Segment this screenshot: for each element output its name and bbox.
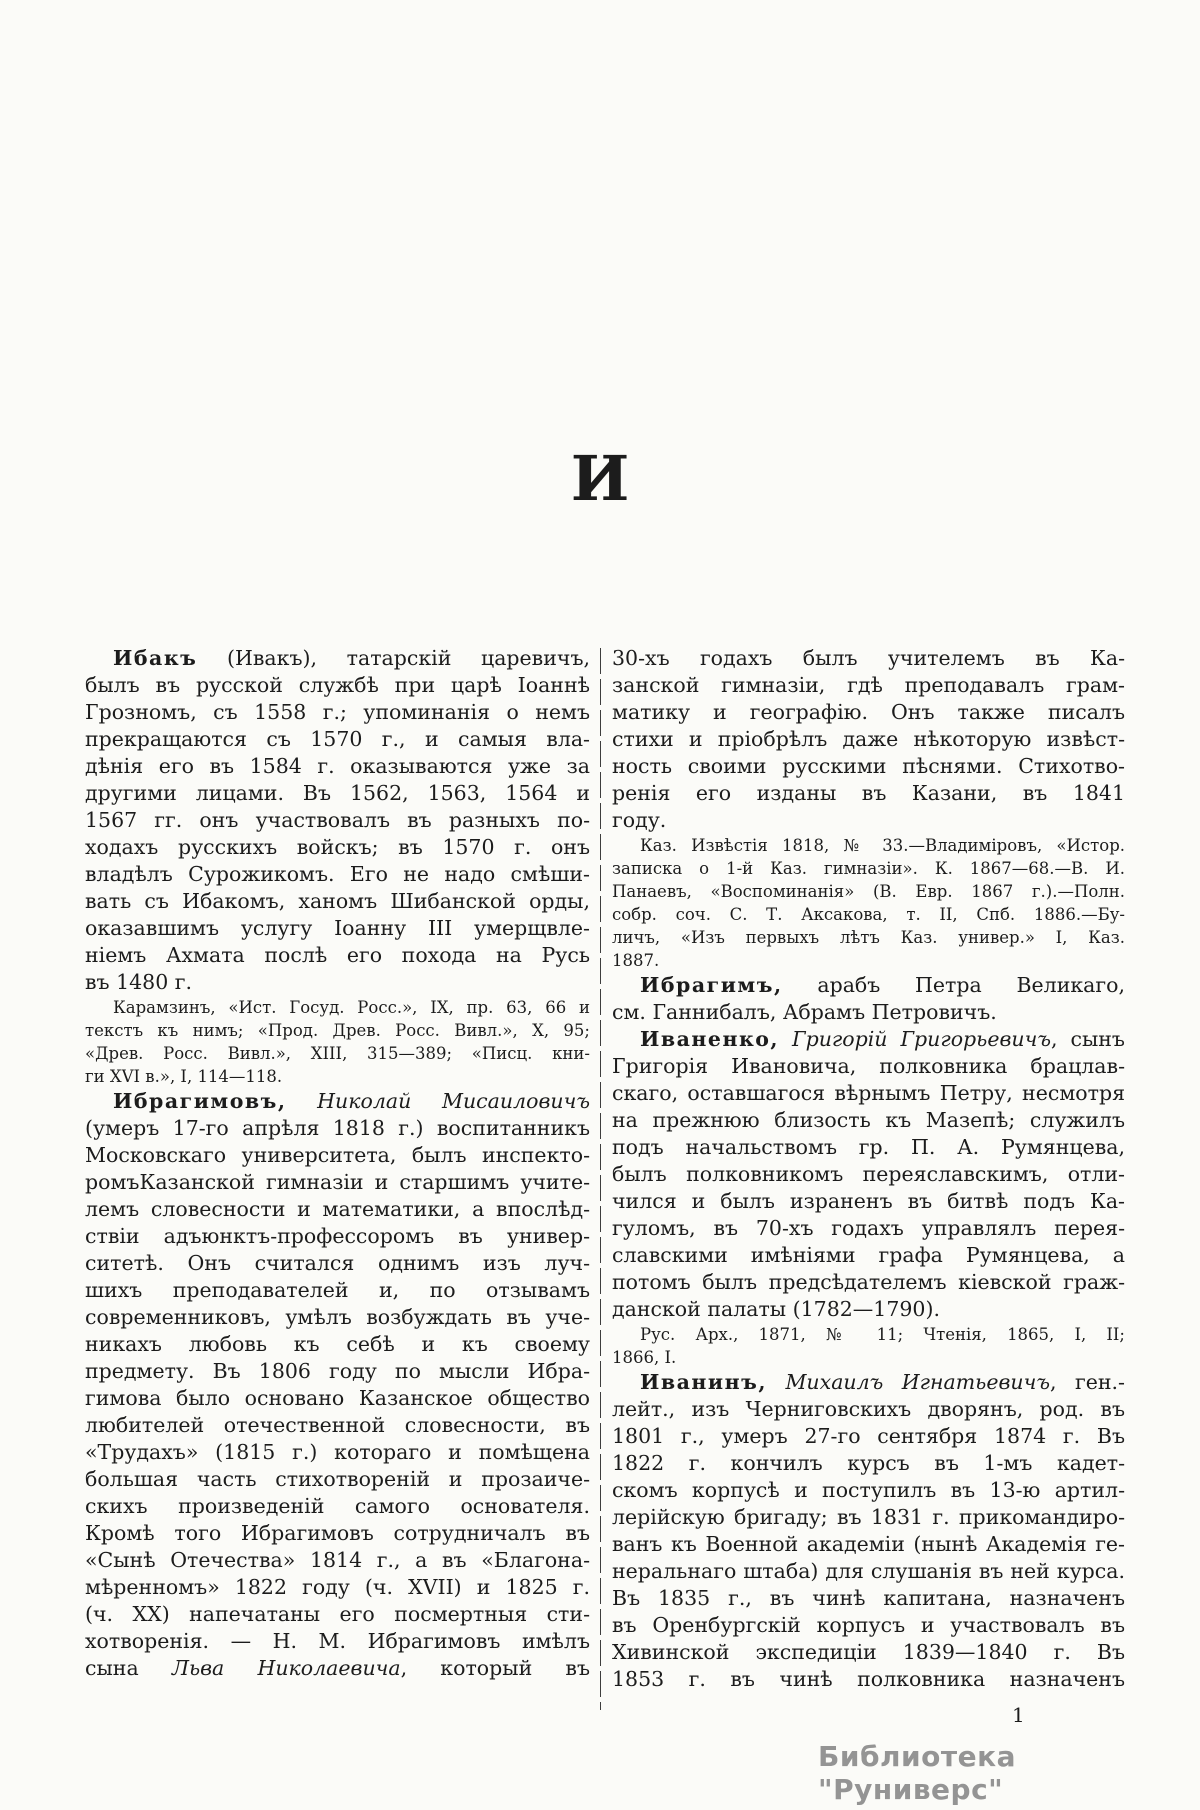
text-line (85, 672, 590, 699)
text-line (85, 1142, 590, 1169)
text-run: Каз. Извѣстія 1818, № 33.—Владиміровъ, «Истор. (640, 836, 1125, 855)
text-line (612, 1558, 1125, 1585)
text-line (85, 1065, 590, 1088)
text-line (612, 1504, 1125, 1531)
text-line (612, 1242, 1125, 1269)
text-run: ванъ къ Военной академіи (нынѣ Академія ге- (612, 1532, 1125, 1556)
entry-headword: Иваненко, (640, 1027, 780, 1051)
text-line (612, 972, 1125, 999)
text-run (779, 1027, 792, 1051)
text-run: подъ начальствомъ гр. П. А. Румянцева, (612, 1135, 1125, 1159)
text-run: чился и былъ израненъ въ битвѣ подъ Ка- (612, 1189, 1125, 1213)
text-line (612, 672, 1125, 699)
text-line (85, 915, 590, 942)
library-watermark: Библиотека "Руниверс" (818, 1740, 1016, 1806)
text-line (612, 1585, 1125, 1612)
text-run: современниковъ, умѣлъ возбуждать въ уче- (85, 1305, 590, 1329)
text-run: , сынъ (1051, 1027, 1125, 1051)
text-line (612, 1296, 1125, 1323)
text-line (85, 942, 590, 969)
text-line (612, 1666, 1125, 1693)
text-line (85, 1331, 590, 1358)
text-line (612, 1639, 1125, 1666)
text-line (612, 1323, 1125, 1346)
text-run: ніемъ Ахмата послѣ его похода на Русь (85, 943, 590, 967)
text-run: ситетѣ. Онъ считался однимъ изъ луч- (85, 1251, 590, 1275)
text-run: мѣренномъ» 1822 году (ч. XVII) и 1825 г. (85, 1575, 590, 1599)
text-line (612, 857, 1125, 880)
text-line (85, 645, 590, 672)
entry-ivanin (612, 1369, 1125, 1693)
bibliography-ivanenko (612, 1323, 1125, 1369)
entry-ibragimov-continuation (612, 645, 1125, 834)
entry-headword: Ибрагимовъ, (113, 1089, 287, 1113)
text-run: на прежнюю близость къ Мазепѣ; служилъ (612, 1108, 1125, 1132)
text-run: стихи и пріобрѣлъ даже нѣкоторую извѣст- (612, 727, 1125, 751)
text-run: потомъ былъ предсѣдателемъ кіевской граж- (612, 1270, 1125, 1294)
bibliography-ibak (85, 996, 590, 1088)
text-run: Рус. Арх., 1871, № 11; Чтенія, 1865, I, II; (640, 1325, 1125, 1344)
text-run: «Сынѣ Отечества» 1814 г., а въ «Благона- (85, 1548, 590, 1572)
text-run: неральнаго штаба) для слушанія въ ней курса. (612, 1559, 1125, 1583)
text-line (612, 903, 1125, 926)
text-line (612, 753, 1125, 780)
text-run: Кромѣ того Ибрагимовъ сотрудничалъ въ (85, 1521, 590, 1545)
person-name-italic: Григорій Григорьевичъ (792, 1027, 1052, 1051)
text-run: ромъКазанской гимназіи и старшимъ учите- (85, 1170, 590, 1194)
text-run: Въ 1835 г., въ чинѣ капитана, назначенъ (612, 1586, 1125, 1610)
text-run: хотворенія. — Н. М. Ибрагимовъ имѣлъ (85, 1629, 590, 1653)
text-run: арабъ Петра Великаго, (782, 973, 1125, 997)
text-line (85, 726, 590, 753)
text-run: любителей отечественной словесности, въ (85, 1413, 590, 1437)
text-run: Панаевъ, «Воспоминанія» (В. Евр. 1867 г.).—Полн. (612, 882, 1125, 901)
text-line (612, 1346, 1125, 1369)
text-run: вать съ Ибакомъ, ханомъ Шибанской орды, (85, 889, 590, 913)
text-run: ренія его изданы въ Казани, въ 1841 (612, 781, 1125, 805)
text-line (612, 1423, 1125, 1450)
text-run: занской гимназіи, гдѣ преподавалъ грам- (612, 673, 1125, 697)
text-line (85, 1574, 590, 1601)
text-line (85, 1088, 590, 1115)
column-divider-rule (600, 648, 601, 1710)
text-run: «Древ. Росс. Вивл.», XIII, 315—389; «Писц. кни- (85, 1044, 590, 1063)
text-line (85, 1547, 590, 1574)
text-run: сына (85, 1656, 172, 1680)
text-run: Московскаго университета, былъ инспекто- (85, 1143, 590, 1167)
text-line (612, 834, 1125, 857)
person-name-italic: Николай Мисаиловичъ (317, 1089, 590, 1113)
text-line (85, 1520, 590, 1547)
text-line (612, 1053, 1125, 1080)
text-line (612, 1107, 1125, 1134)
text-line (85, 888, 590, 915)
entry-headword: Иванинъ, (640, 1370, 767, 1394)
text-run: большая часть стихотвореній и прозаиче- (85, 1467, 590, 1491)
text-line (612, 1369, 1125, 1396)
text-run: предмету. Въ 1806 году по мысли Ибра- (85, 1359, 590, 1383)
person-name-italic: Льва Николаевича (171, 1656, 401, 1680)
text-run: (Ивакъ), татарскій царевичъ, (197, 646, 590, 670)
text-line (85, 1655, 590, 1682)
text-line (612, 645, 1125, 672)
text-line (85, 996, 590, 1019)
text-run: скаго, оставшагося вѣрнымъ Петру, несмотря (612, 1081, 1125, 1105)
text-line (612, 1531, 1125, 1558)
text-run: лемъ словесности и математики, а впослѣд- (85, 1197, 590, 1221)
entry-headword: Ибакъ (113, 646, 198, 670)
section-letter-heading: И (570, 442, 630, 515)
text-run: 1853 г. въ чинѣ полковника назначенъ (612, 1667, 1125, 1691)
text-run: 1866, I. (612, 1348, 677, 1367)
text-run: никахъ любовь къ себѣ и къ своему (85, 1332, 590, 1356)
text-run: владѣлъ Сурожикомъ. Его не надо смѣши- (85, 862, 590, 886)
text-line (85, 1250, 590, 1277)
text-line (85, 780, 590, 807)
text-line (85, 699, 590, 726)
text-line (85, 1196, 590, 1223)
text-run: собр. соч. С. Т. Аксакова, т. II, Спб. 1886.—Бу- (612, 905, 1125, 924)
text-line (85, 1019, 590, 1042)
text-line (85, 1385, 590, 1412)
text-line (612, 999, 1125, 1026)
text-line (85, 753, 590, 780)
person-name-italic: Михаилъ Игнатьевичъ (785, 1370, 1051, 1394)
text-line (85, 1223, 590, 1250)
text-run: 30-хъ годахъ былъ учителемъ въ Ка- (612, 646, 1125, 670)
text-run: славскими имѣніями графа Румянцева, а (612, 1243, 1125, 1267)
text-run: 1801 г., умеръ 27-го сентября 1874 г. Въ (612, 1424, 1125, 1448)
text-run: записка о 1-й Каз. гимназіи». К. 1867—68.—В. И. (612, 859, 1125, 878)
text-run: лерійскую бригаду; въ 1831 г. прикомандиро- (612, 1505, 1125, 1529)
text-run: личъ, «Изъ первыхъ лѣтъ Каз. универ.» I, Каз. (612, 928, 1125, 947)
text-line (612, 1450, 1125, 1477)
text-run: былъ въ русской службѣ при царѣ Іоаннѣ (85, 673, 590, 697)
text-run: текстъ къ нимъ; «Прод. Древ. Росс. Вивл.», X, 95; (85, 1021, 590, 1040)
text-line (612, 1134, 1125, 1161)
text-line (85, 1115, 590, 1142)
text-line (612, 780, 1125, 807)
text-run: данской палаты (1782—1790). (612, 1297, 940, 1321)
text-line (85, 1601, 590, 1628)
text-run: Карамзинъ, «Ист. Госуд. Росс.», IX, пр. 63, 66 и (113, 998, 590, 1017)
text-run: , который въ (400, 1656, 590, 1680)
text-line (85, 1042, 590, 1065)
text-run: «Трудахъ» (1815 г.) котораго и помѣщена (85, 1440, 590, 1464)
text-line (85, 1304, 590, 1331)
text-run: (умеръ 17-го апрѣля 1818 г.) воспитанникъ (85, 1116, 590, 1140)
text-line (612, 1612, 1125, 1639)
text-run: Хивинской экспедиціи 1839—1840 г. Въ (612, 1640, 1125, 1664)
text-run: ствіи адъюнктъ-профессоромъ въ универ- (85, 1224, 590, 1248)
text-run: въ Оренбургскій корпусъ и участвовалъ въ (612, 1613, 1125, 1637)
text-line (85, 834, 590, 861)
text-run: шихъ преподавателей и, по отзывамъ (85, 1278, 590, 1302)
text-line (612, 1396, 1125, 1423)
text-line (612, 1161, 1125, 1188)
text-run: въ 1480 г. (85, 970, 193, 994)
text-run: оказавшимъ услугу Іоанну III умерщвле- (85, 916, 590, 940)
text-line (612, 1188, 1125, 1215)
text-line (85, 1358, 590, 1385)
text-run: (ч. XX) напечатаны его посмертныя сти- (85, 1602, 590, 1626)
text-line (85, 1277, 590, 1304)
text-run: прекращаются съ 1570 г., и самыя вла- (85, 727, 590, 751)
text-run (287, 1089, 318, 1113)
text-run: 1887. (612, 951, 660, 970)
text-run: другими лицами. Въ 1562, 1563, 1564 и (85, 781, 590, 805)
bibliography-ibragimov (612, 834, 1125, 972)
text-run: Григорія Ивановича, полковника брацлав- (612, 1054, 1125, 1078)
text-run: дѣнія его въ 1584 г. оказываются уже за (85, 754, 590, 778)
text-run: ги XVI в.», I, 114—118. (85, 1067, 283, 1086)
text-line (612, 726, 1125, 753)
text-run: Грозномъ, съ 1558 г.; упоминанія о немъ (85, 700, 590, 724)
text-run: году. (612, 808, 667, 832)
text-line (612, 1026, 1125, 1053)
text-column-left (85, 645, 590, 1682)
text-line (612, 807, 1125, 834)
text-line (85, 807, 590, 834)
text-run: матику и географію. Онъ также писалъ (612, 700, 1125, 724)
text-run: гуломъ, въ 70-хъ годахъ управлялъ перея- (612, 1216, 1125, 1240)
text-line (612, 1080, 1125, 1107)
text-run: скихъ произведеній самого основателя. (85, 1494, 590, 1518)
entry-ibak (85, 645, 590, 996)
entry-ivanenko (612, 1026, 1125, 1323)
text-run: 1822 г. кончилъ курсъ въ 1-мъ кадет- (612, 1451, 1125, 1475)
text-run: см. Ганнибалъ, Абрамъ Петровичъ. (612, 1000, 997, 1024)
text-run: ность своими русскими пѣснями. Стихотво- (612, 754, 1125, 778)
entry-headword: Ибрагимъ, (640, 973, 783, 997)
text-line (612, 949, 1125, 972)
text-line (85, 861, 590, 888)
entry-ibragim (612, 972, 1125, 1026)
text-line (85, 1169, 590, 1196)
text-line (85, 969, 590, 996)
text-line (85, 1466, 590, 1493)
text-line (85, 1628, 590, 1655)
text-run: ходахъ русскихъ войскъ; въ 1570 г. онъ (85, 835, 590, 859)
text-run: скомъ корпусѣ и поступилъ въ 13-ю артил- (612, 1478, 1125, 1502)
text-line (612, 1269, 1125, 1296)
entry-ibragimov (85, 1088, 590, 1682)
page-number: 1 (1012, 1703, 1025, 1727)
text-run: 1567 гг. онъ участвовалъ въ разныхъ по- (85, 808, 590, 832)
text-line (612, 926, 1125, 949)
text-line (85, 1412, 590, 1439)
text-run: лейт., изъ Черниговскихъ дворянъ, род. въ (612, 1397, 1125, 1421)
text-run: былъ полковникомъ переяславскимъ, отли- (612, 1162, 1125, 1186)
text-run: , ген.- (1050, 1370, 1125, 1394)
text-run: гимова было основано Казанское общество (85, 1386, 590, 1410)
text-column-right (612, 645, 1125, 1693)
text-line (85, 1439, 590, 1466)
text-line (612, 1215, 1125, 1242)
text-line (612, 880, 1125, 903)
text-run (767, 1370, 785, 1394)
text-line (612, 1477, 1125, 1504)
text-line (612, 699, 1125, 726)
text-line (85, 1493, 590, 1520)
